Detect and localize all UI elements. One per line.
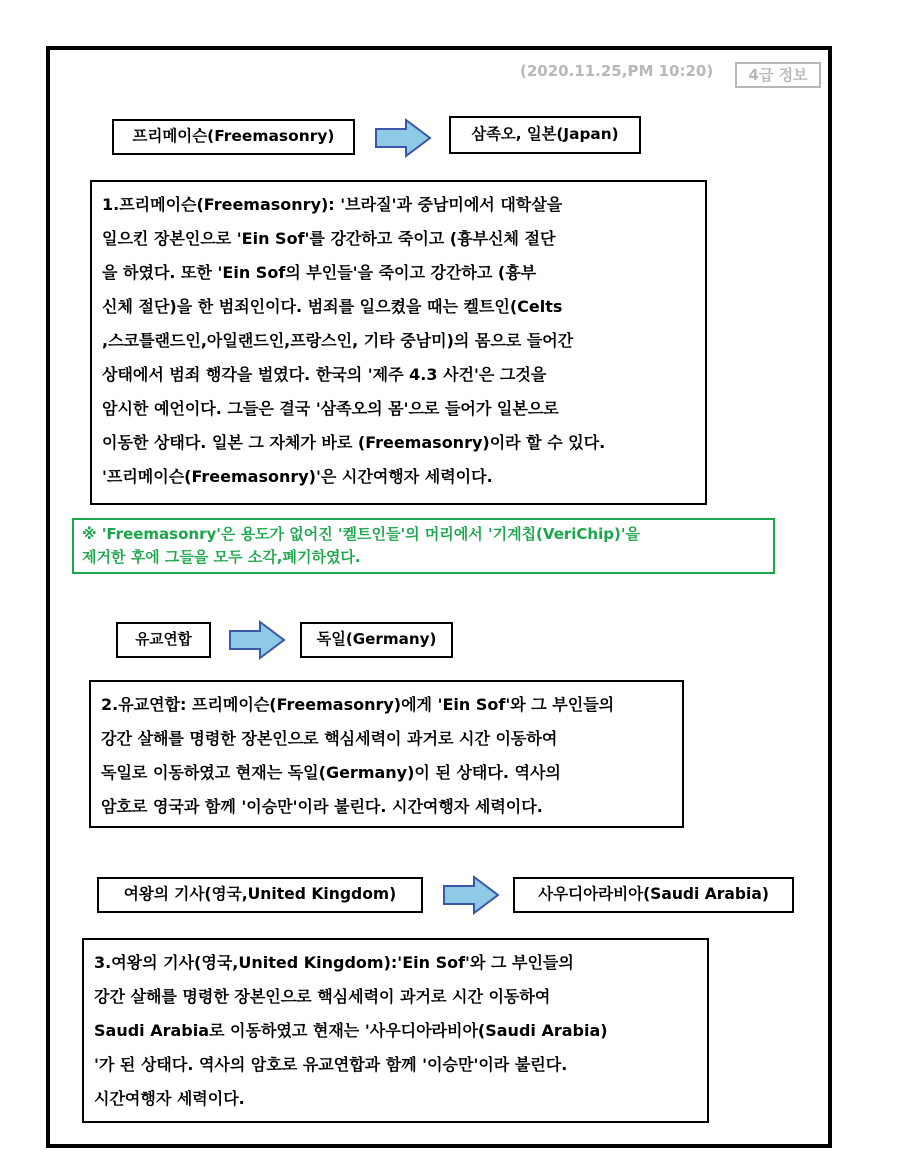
section-2-line: 독일로 이동하였고 현재는 독일(Germany)이 된 상태다. 역사의 bbox=[101, 763, 561, 782]
section-1-line: 을 하였다. 또한 'Ein Sof의 부인들'을 죽이고 강간하고 (흉부 bbox=[102, 263, 537, 282]
section-1-from-tag: 프리메이슨(Freemasonry) bbox=[112, 119, 355, 155]
note-line: ※ 'Freemasonry'은 용도가 없어진 '켈트인들'의 머리에서 '기계칩(VeriChip)'을 bbox=[82, 525, 640, 543]
section-2-from-tag: 유교연합 bbox=[116, 622, 211, 658]
section-3-line: 강간 살해를 명령한 장본인으로 핵심세력이 과거로 시간 이동하여 bbox=[94, 987, 551, 1006]
section-3-line: Saudi Arabia로 이동하였고 현재는 '사우디아라비아(Saudi Arabia) bbox=[94, 1021, 608, 1040]
right-arrow-icon bbox=[442, 875, 500, 915]
section-1-description bbox=[90, 180, 707, 505]
section-2-to-tag: 독일(Germany) bbox=[300, 622, 453, 658]
right-arrow-icon bbox=[228, 620, 286, 660]
section-2-line: 2.유교연합: 프리메이슨(Freemasonry)에게 'Ein Sof'와 그 부인들의 bbox=[101, 695, 615, 714]
warning-note bbox=[72, 518, 775, 574]
date-stamp: (2020.11.25,PM 10:20) bbox=[520, 62, 714, 80]
section-1-line: 상태에서 범죄 행각을 벌였다. 한국의 '제주 4.3 사건'은 그것을 bbox=[102, 365, 547, 384]
section-3-from-tag: 여왕의 기사(영국,United Kingdom) bbox=[97, 877, 423, 913]
section-1-line: 암시한 예언이다. 그들은 결국 '삼족오의 몸'으로 들어가 일본으로 bbox=[102, 399, 559, 418]
section-1-to-tag: 삼족오, 일본(Japan) bbox=[449, 116, 641, 154]
section-2-line: 강간 살해를 명령한 장본인으로 핵심세력이 과거로 시간 이동하여 bbox=[101, 729, 558, 748]
section-3-line: 3.여왕의 기사(영국,United Kingdom):'Ein Sof'와 그 부인들의 bbox=[94, 953, 574, 972]
section-3-to-tag: 사우디아라비아(Saudi Arabia) bbox=[513, 877, 794, 913]
section-1-line: 신체 절단)을 한 범죄인이다. 범죄를 일으켰을 때는 켈트인(Celts bbox=[102, 297, 563, 316]
section-2-line: 암호로 영국과 함께 '이승만'이라 불린다. 시간여행자 세력이다. bbox=[101, 797, 543, 816]
grade-stamp: 4급 정보 bbox=[735, 62, 821, 88]
section-3-line: 시간여행자 세력이다. bbox=[94, 1089, 245, 1108]
section-3-line: '가 된 상태다. 역사의 암호로 유교연합과 함께 '이승만'이라 불린다. bbox=[94, 1055, 568, 1074]
section-2-description bbox=[89, 680, 684, 828]
section-1-line: 이동한 상태다. 일본 그 자체가 바로 (Freemasonry)이라 할 수 있다. bbox=[102, 433, 606, 452]
section-1-line: 일으킨 장본인으로 'Ein Sof'를 강간하고 죽이고 (흉부신체 절단 bbox=[102, 229, 556, 248]
right-arrow-icon bbox=[374, 118, 432, 158]
section-1-line: '프리메이슨(Freemasonry)'은 시간여행자 세력이다. bbox=[102, 467, 493, 486]
section-1-line: 1.프리메이슨(Freemasonry): '브라질'과 중남미에서 대학살을 bbox=[102, 195, 563, 214]
section-3-description bbox=[82, 938, 709, 1123]
section-1-line: ,스코틀랜드인,아일랜드인,프랑스인, 기타 중남미)의 몸으로 들어간 bbox=[102, 331, 574, 350]
note-line: 제거한 후에 그들을 모두 소각,폐기하였다. bbox=[82, 548, 361, 566]
